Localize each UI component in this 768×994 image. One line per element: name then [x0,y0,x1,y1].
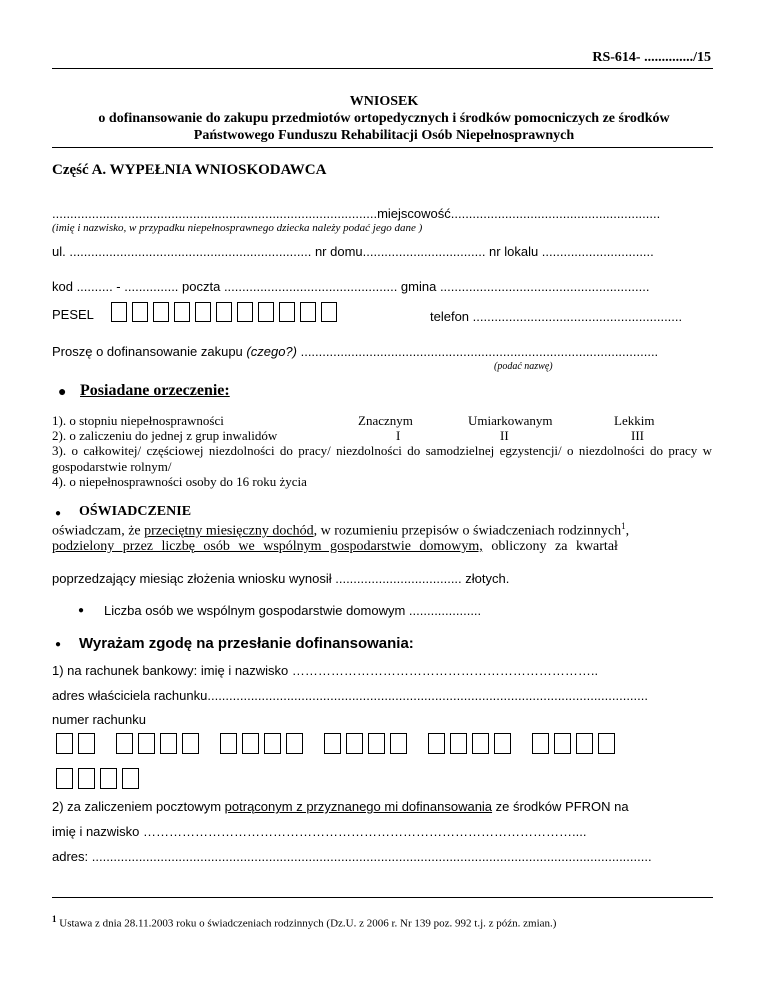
account-digit-box[interactable] [428,733,445,754]
account-digit-box[interactable] [286,733,303,754]
pesel-digit-box[interactable] [258,302,274,322]
account-digit-box[interactable] [494,733,511,754]
form-subtitle-line1: o dofinansowanie do zakupu przedmiotów ortopedycznych i środków pomocniczych ze środków [98,111,670,126]
group-ii[interactable]: II [500,428,509,443]
income-text: , w rozumieniu przepisów o świadczeniach rodzinnych [313,523,622,539]
account-digit-box[interactable] [182,733,199,754]
pesel-digit-box[interactable] [300,302,316,322]
title-divider [52,147,713,148]
phone-field[interactable]: telefon .......................................................... [430,309,683,324]
account-digit-box[interactable] [160,733,177,754]
account-digit-box[interactable] [472,733,489,754]
household-size-field[interactable]: Liczba osób we wspólnym gospodarstwie domowym .................... [104,603,482,618]
degree-mild[interactable]: Lekkim [614,413,655,428]
income-statement-line1 [52,521,713,540]
postal-name-field[interactable]: imię i nazwisko ……………………………………………………………………………………….... [52,824,587,839]
income-amount-field[interactable]: poprzedzający miesiąc złożenia wniosku wynosił ................................... złotych. [52,571,510,586]
account-digit-box[interactable] [220,733,237,754]
account-digit-box[interactable] [78,768,95,789]
degree-moderate[interactable]: Umiarkowanym [468,413,553,428]
degree-significant[interactable]: Znacznym [358,413,413,428]
pesel-digit-box[interactable] [237,302,253,322]
account-digit-box[interactable] [116,733,133,754]
footnote [52,914,556,930]
part-a-heading: Część A. WYPEŁNIA WNIOSKODAWCA [52,162,327,178]
group-iii[interactable]: III [631,428,644,443]
income-text: obliczony za kwartał [482,539,618,554]
footnote-ref: 1 [621,521,626,531]
account-digit-box[interactable] [346,733,363,754]
pesel-label: PESEL [52,307,94,322]
pesel-boxes[interactable] [111,302,342,322]
postal-address-field[interactable]: adres: ........................................................................................................................................................... [52,849,652,864]
account-digit-box[interactable] [554,733,571,754]
orzeczenie-item-2: 2). o zaliczeniu do jednej z grup inwalidów [52,428,278,443]
account-digit-box[interactable] [598,733,615,754]
pesel-digit-box[interactable] [132,302,148,322]
account-digit-box[interactable] [532,733,549,754]
account-digit-box[interactable] [78,733,95,754]
account-digit-box[interactable] [100,768,117,789]
income-term: podzielony przez liczbę osób we wspólnym gospodarstwie domowym, [52,539,483,554]
pesel-digit-box[interactable] [153,302,169,322]
orzeczenie-heading: Posiadane orzeczenie: [80,382,230,399]
postal-text: 2) za zaliczeniem pocztowym [52,799,225,814]
orzeczenie-item-3[interactable]: 3). o całkowitej/ częściowej niezdolności do pracy/ niezdolności do samodzielnej egzystencji/ o niezdolności do pracy w gospodarstwie rolnym/ [52,443,712,474]
bullet-icon: ● [55,639,62,650]
account-digit-box[interactable] [576,733,593,754]
consent-heading: Wyrażam zgodę na przesłanie dofinansowania: [79,635,414,652]
name-place-field[interactable]: ..........................................................................................miejscowość.......................................................... [52,206,661,221]
income-text: oświadczam, że [52,523,145,539]
account-number-boxes-row2[interactable] [56,768,144,789]
account-digit-box[interactable] [122,768,139,789]
postal-term: potrąconym z przyznanego mi dofinansowania [224,799,493,814]
request-hint: (podać nazwę) [494,361,553,372]
pesel-digit-box[interactable] [321,302,337,322]
account-digit-box[interactable] [368,733,385,754]
pesel-digit-box[interactable] [111,302,127,322]
postal-order-line [52,799,629,814]
bullet-icon: ● [78,605,85,616]
group-i[interactable]: I [396,428,401,443]
name-hint: (imię i nazwisko, w przypadku niepełnosprawnego dziecka należy podać jego dane ) [52,222,423,234]
request-field[interactable] [52,344,658,359]
document-number: RS-614- ............../15 [592,50,711,65]
account-digit-box[interactable] [390,733,407,754]
oswiadczenie-heading: OŚWIADCZENIE [79,504,192,519]
account-digit-box[interactable] [56,733,73,754]
request-label: Proszę o dofinansowanie zakupu [52,344,247,359]
request-dots: ................................................................................................... [296,344,659,359]
pesel-digit-box[interactable] [279,302,295,322]
account-digit-box[interactable] [242,733,259,754]
header-divider [52,68,713,69]
income-statement-line2 [52,539,713,555]
bullet-icon: ● [58,385,67,400]
footnote-divider [52,897,713,898]
account-digit-box[interactable] [264,733,281,754]
account-digit-box[interactable] [324,733,341,754]
account-digit-box[interactable] [56,768,73,789]
orzeczenie-item-1: 1). o stopniu niepełnosprawności [52,413,224,428]
account-number-label: numer rachunku [52,712,146,727]
account-digit-box[interactable] [138,733,155,754]
postal-text: ze środków PFRON na [492,799,629,814]
pesel-digit-box[interactable] [195,302,211,322]
account-digit-box[interactable] [450,733,467,754]
pesel-digit-box[interactable] [174,302,190,322]
footnote-text: Ustawa z dnia 28.11.2003 roku o świadczeniach rodzinnych (Dz.U. z 2006 r. Nr 139 poz. 992 t.j. z późn. zmian.) [56,917,557,930]
pesel-digit-box[interactable] [216,302,232,322]
address-field[interactable]: ul. ................................................................... nr domu.................................. nr lokalu ............................... [52,244,654,259]
form-title: WNIOSEK [349,94,419,109]
orzeczenie-item-4[interactable]: 4). o niepełnosprawności osoby do 16 roku życia [52,474,307,489]
account-owner-address-field[interactable]: adres właściciela rachunku.......................................................................................................................... [52,688,648,703]
postal-code-field[interactable]: kod .......... - ............... poczta ................................................ gmina .......................................................... [52,279,650,294]
footnote-mark: 1 [52,914,57,924]
bank-name-field[interactable]: 1) na rachunek bankowy: imię i nazwisko …………………………………………………………….. [52,663,599,678]
account-number-boxes[interactable] [56,733,620,754]
bullet-icon: ● [55,508,62,519]
income-term: przeciętny miesięczny dochód [144,523,314,539]
request-what: (czego?) [246,344,297,359]
form-subtitle-line2: Państwowego Funduszu Rehabilitacji Osób Niepełnosprawnych [193,128,575,143]
income-text: , [625,523,630,539]
